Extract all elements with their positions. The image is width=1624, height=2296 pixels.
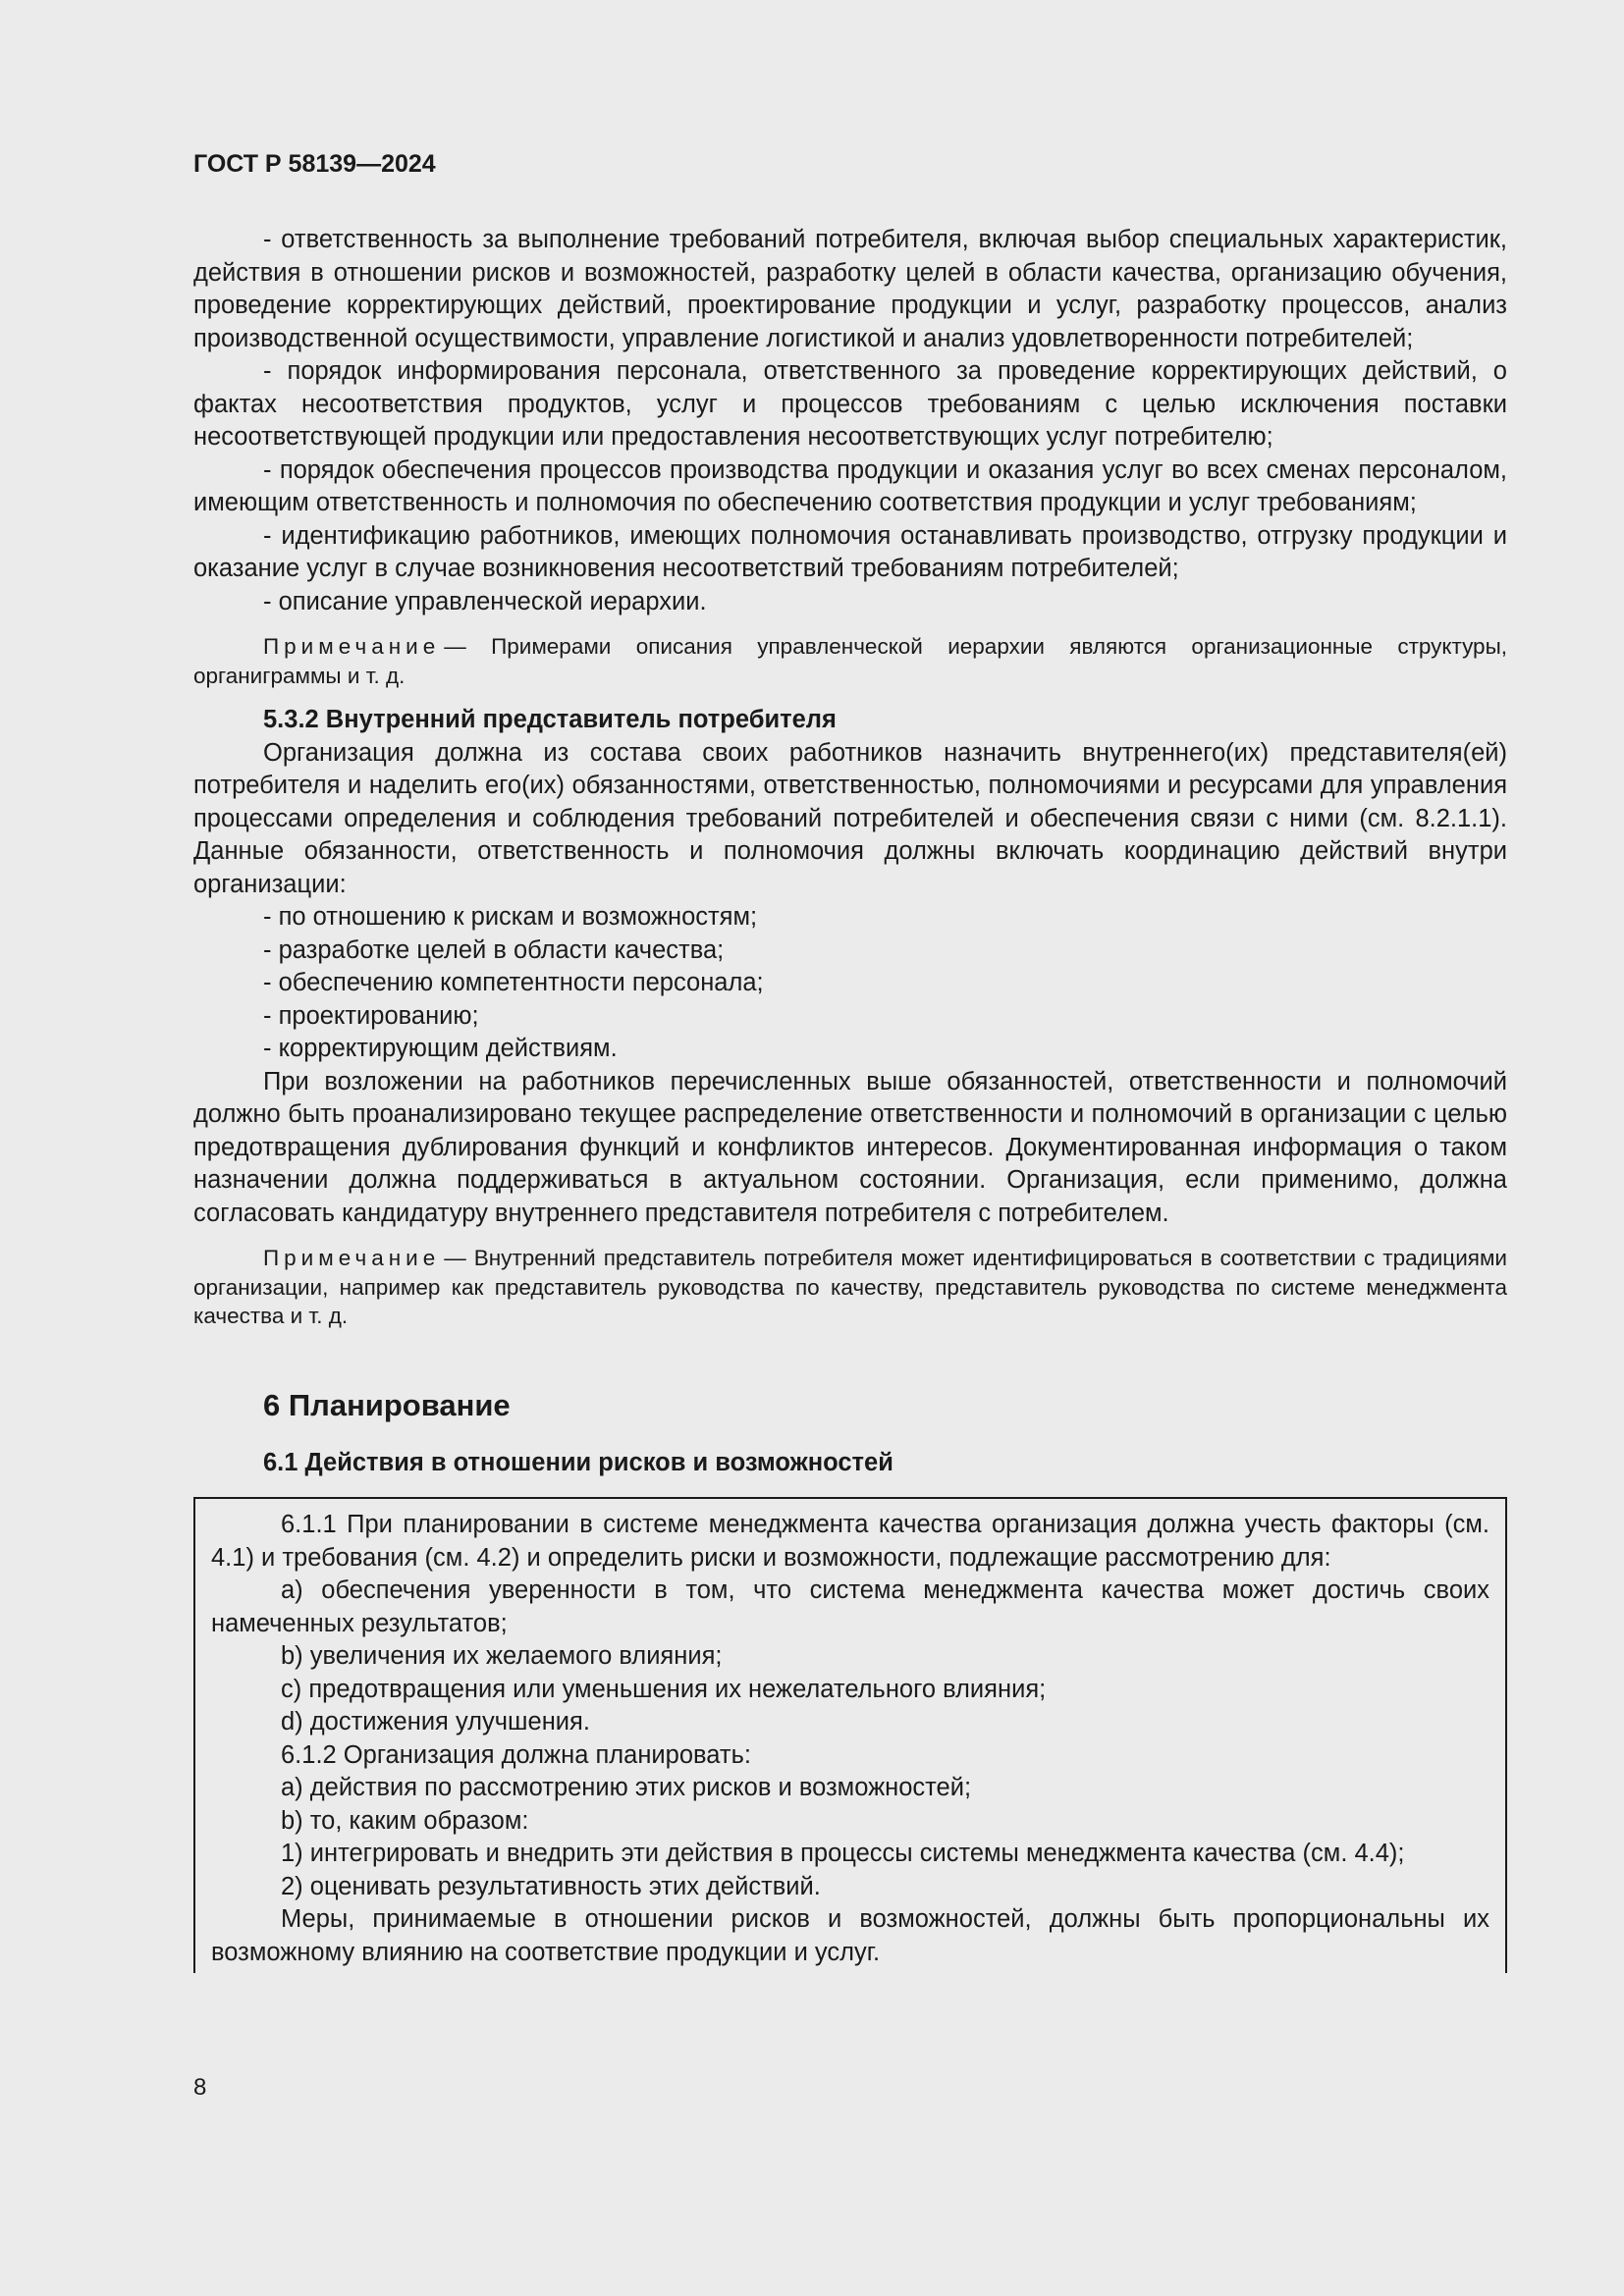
list-item: 1) интегрировать и внедрить эти действия в процессы системы менеджмента качества (см. 4.4);: [281, 1840, 1405, 1867]
note-label: Примечание: [263, 1246, 441, 1270]
note-management-hierarchy: [193, 632, 1507, 690]
list-item: - идентификацию работников, имеющих полномочия останавливать производство, отгрузку продукции и оказание услуг в случае возникновения несоответствий требованиям потребителей;: [193, 521, 1507, 582]
boxed-iso-text: [193, 1497, 1507, 1973]
list-item: - порядок информирования персонала, ответственного за проведение корректирующих действий, о фактах несоответствия продуктов, услуг и процессов требованиям с целью исключения поставки несоответствующей продукции или предоставления несоответствующих услуг потребителю;: [193, 357, 1507, 451]
list-item: b) увеличения их желаемого влияния;: [281, 1642, 723, 1670]
list-item: a) обеспечения уверенности в том, что система менеджмента качества может достичь своих намеченных результатов;: [211, 1576, 1489, 1637]
list-item: - корректирующим действиям.: [263, 1035, 618, 1062]
list-item: 2) оценивать результативность этих действий.: [281, 1872, 821, 1900]
paragraph: Меры, принимаемые в отношении рисков и возможностей, должны быть пропорциональны их возможному влиянию на соответствие продукции и услуг.: [211, 1905, 1489, 1966]
section-heading-5-3-2: 5.3.2 Внутренний представитель потребителя: [263, 706, 837, 733]
standard-id-header: ГОСТ Р 58139—2024: [193, 150, 436, 178]
list-item: - порядок обеспечения процессов производства продукции и оказания услуг во всех сменах персоналом, имеющим ответственность и полномочия по обеспечению соответствия продукции и услуг требованиям;: [193, 455, 1507, 516]
note-label: Примечание: [263, 634, 441, 659]
paragraph: 6.1.1 При планировании в системе менеджмента качества организация должна учесть факторы (см. 4.1) и требования (см. 4.2) и определить риски и возможности, подлежащие рассмотрению для:: [211, 1511, 1489, 1572]
list-item: - по отношению к рискам и возможностям;: [263, 903, 758, 931]
list-item: b) то, каким образом:: [281, 1806, 529, 1835]
list-item: d) достижения улучшения.: [281, 1708, 590, 1735]
note-text: — Внутренний представитель потребителя может идентифицироваться в соответствии с традициями организации, например как представитель руководства по качеству, представитель руководства по системе менеджмента качества и т. д.: [193, 1246, 1507, 1328]
paragraph: При возложении на работников перечисленных выше обязанностей, ответственности и полномочий должно быть проанализировано текущее распределение ответственности и полномочий в организации с целью предотвращения дублирования функций и конфликтов интересов. Документированная информация о таком назначении должна поддерживаться в актуальном состоянии. Организация, если применимо, должна согласовать кандидатуру внутреннего представителя потребителя с потребителем.: [193, 1067, 1507, 1227]
list-item: - разработке целей в области качества;: [263, 935, 725, 964]
paragraph: Организация должна из состава своих работников назначить внутреннего(их) представителя(ей) потребителя и наделить его(их) обязанностями, ответственностью, полномочиями и ресурсами для управления процессами определения и соблюдения требований потребителей и обеспечения связи с ними (см. 8.2.1.1). Данные обязанности, ответственность и полномочия должны включать координацию действий внутри организации:: [193, 738, 1507, 898]
list-item: - обеспечению компетентности персонала;: [263, 969, 764, 996]
list-item: a) действия по рассмотрению этих рисков и возможностей;: [281, 1774, 972, 1801]
document-page: [193, 147, 1507, 1973]
section-title-6: 6 Планирование: [263, 1387, 511, 1422]
list-item: - описание управленческой иерархии.: [263, 587, 707, 615]
paragraph: 6.1.2 Организация должна планировать:: [281, 1740, 751, 1769]
page-number: 8: [193, 2074, 207, 2101]
list-item: - ответственность за выполнение требований потребителя, включая выбор специальных характеристик, действия в отношении рисков и возможностей, разработку целей в области качества, организацию обучения, проведение корректирующих действий, проектирование продукции и услуг, разработку процессов, анализ производственной осуществимости, управление логистикой и анализ удовлетворенности потребителей;: [193, 226, 1507, 352]
subsection-title-6-1: 6.1 Действия в отношении рисков и возможностей: [263, 1448, 893, 1476]
list-item: c) предотвращения или уменьшения их нежелательного влияния;: [281, 1675, 1047, 1703]
note-text: — Примерами описания управленческой иерархии являются организационные структуры, органиграммы и т. д.: [193, 634, 1507, 688]
list-item: - проектированию;: [263, 1001, 479, 1030]
note-internal-representative: [193, 1244, 1507, 1331]
